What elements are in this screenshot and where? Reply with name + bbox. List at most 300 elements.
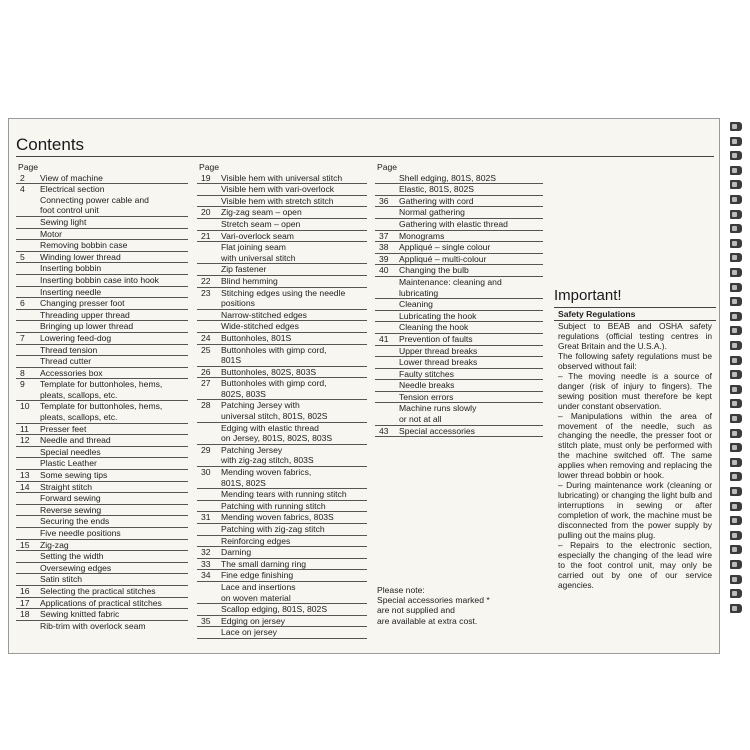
- contents-entry: Buttonholes, 801S: [221, 332, 292, 343]
- contents-entry: Rib-trim with overlock seam: [40, 620, 146, 631]
- contents-row: [16, 195, 188, 206]
- contents-entry: Some sewing tips: [40, 470, 108, 481]
- contents-entry: The small darning ring: [221, 558, 307, 569]
- contents-entry: Flat joining seam: [221, 242, 286, 253]
- page-number: [16, 458, 40, 469]
- contents-row: [375, 219, 543, 231]
- contents-row: [16, 333, 188, 345]
- contents-entry: Straight stitch: [40, 481, 93, 492]
- contents-entry: Edging with elastic thread: [221, 422, 319, 433]
- contents-entry: Visible hem with stretch stitch: [221, 195, 334, 206]
- binding-ring: [730, 531, 742, 540]
- binding-ring: [730, 399, 742, 408]
- contents-row: [197, 288, 367, 299]
- note-line: are not supplied and: [377, 605, 455, 616]
- contents-entry: Narrow-stitched edges: [221, 309, 307, 320]
- contents-row: [16, 551, 188, 563]
- binding-ring: [730, 443, 742, 452]
- page-number: [197, 264, 221, 275]
- contents-row: [197, 310, 367, 322]
- contents-row: [16, 470, 188, 482]
- contents-row: [375, 277, 543, 288]
- page-number: [197, 184, 221, 195]
- binding-ring: [730, 429, 742, 438]
- contents-row: [16, 275, 188, 287]
- contents-row: [375, 173, 543, 185]
- page-number: 2: [20, 172, 25, 183]
- page-number: [197, 501, 221, 512]
- binding-ring: [730, 516, 742, 525]
- contents-entry: Buttonholes, 802S, 803S: [221, 366, 317, 377]
- contents-row: [197, 593, 367, 605]
- contents-entry: Applications of practical stitches: [40, 597, 162, 608]
- binding-ring: [730, 370, 742, 379]
- contents-row: [16, 321, 188, 333]
- page-number: 40: [379, 265, 389, 276]
- page-number: [197, 489, 221, 500]
- contents-row: [16, 345, 188, 357]
- safety-paragraph: The following safety regulations must be observed without fail:: [558, 350, 712, 371]
- binding-ring: [730, 210, 742, 219]
- page-number: 33: [201, 558, 211, 569]
- page-number: [375, 173, 399, 184]
- contents-entry: Stitching edges using the needle: [221, 287, 346, 298]
- contents-entry: Mending woven fabrics, 803S: [221, 512, 334, 523]
- contents-row: [375, 242, 543, 254]
- contents-entry: Upper thread breaks: [399, 345, 478, 356]
- contents-entry: pleats, scallops, etc.: [40, 389, 118, 400]
- page-number: 25: [201, 344, 211, 355]
- contents-row: [197, 184, 367, 196]
- page-column-header: Page: [377, 162, 398, 172]
- contents-row: [16, 540, 188, 552]
- contents-entry: Fine edge finishing: [221, 570, 294, 581]
- page-number: [197, 433, 221, 444]
- page-column-header: Page: [199, 162, 220, 172]
- page-number: 38: [379, 242, 389, 253]
- contents-row: [375, 380, 543, 392]
- contents-entry: Motor: [40, 228, 62, 239]
- note-line: Please note:: [377, 585, 425, 595]
- binding-ring: [730, 137, 742, 146]
- contents-entry: Electrical section: [40, 184, 105, 195]
- contents-row: [197, 604, 367, 616]
- page-number: [16, 229, 40, 240]
- contents-entry: Setting the width: [40, 551, 104, 562]
- contents-row: [16, 229, 188, 241]
- contents-entry: Bringing up lower thread: [40, 321, 134, 332]
- page-number: 20: [201, 207, 211, 218]
- contents-row: [197, 367, 367, 379]
- accessories-note: [377, 585, 537, 626]
- contents-row: [16, 173, 188, 185]
- page-number: 17: [20, 597, 30, 608]
- contents-row: [16, 435, 188, 447]
- page-number: [197, 478, 221, 489]
- contents-entry: Visible hem with vari-overlock: [221, 184, 335, 195]
- binding-ring: [730, 224, 742, 233]
- page-number: 15: [20, 539, 30, 550]
- contents-entry: Gathering with elastic thread: [399, 218, 508, 229]
- contents-entry: Patching with running stitch: [221, 500, 326, 511]
- page-number: [16, 310, 40, 321]
- safety-regulations-body: [554, 321, 716, 592]
- contents-entry: Presser feet: [40, 423, 87, 434]
- page-number: [16, 574, 40, 585]
- contents-row: [16, 563, 188, 575]
- page-number: [16, 412, 40, 423]
- binding-ring: [730, 283, 742, 292]
- contents-entry: Selecting the practical stitches: [40, 585, 156, 596]
- contents-row: [16, 609, 188, 621]
- page-title: Contents: [16, 135, 85, 154]
- page-number: 35: [201, 615, 211, 626]
- page-number: [375, 322, 399, 333]
- page-number: 27: [201, 378, 211, 389]
- contents-entry: Zig-zag seam – open: [221, 207, 302, 218]
- contents-row: [197, 231, 367, 243]
- contents-column-1: [16, 162, 188, 631]
- contents-row: [197, 559, 367, 571]
- contents-entry: Reverse sewing: [40, 504, 102, 515]
- contents-entry: Thread tension: [40, 344, 98, 355]
- spiral-binding: [730, 122, 746, 622]
- binding-ring: [730, 312, 742, 321]
- contents-entry: Cleaning: [399, 299, 433, 310]
- page-number: [16, 563, 40, 574]
- page-number: 34: [201, 570, 211, 581]
- contents-entry: Threading upper thread: [40, 309, 130, 320]
- page-number: [197, 253, 221, 264]
- contents-row: [16, 298, 188, 310]
- page-number: 13: [20, 470, 30, 481]
- contents-row: [16, 390, 188, 402]
- safety-paragraph: – Repairs to the electronic section, especially the changing of the lead wire to the foot control unit, may only be carried out by one of our service agencies.: [558, 539, 712, 590]
- contents-entry: Visible hem with universal stitch: [221, 172, 343, 183]
- contents-row: [375, 426, 543, 438]
- page-number: [16, 240, 40, 251]
- page-number: [197, 242, 221, 253]
- page-number: 21: [201, 230, 211, 241]
- contents-entry: Securing the ends: [40, 516, 110, 527]
- contents-entry: Needle and thread: [40, 435, 111, 446]
- contents-entry: Sewing knitted fabric: [40, 609, 120, 620]
- contents-entry: 802S, 803S: [221, 388, 266, 399]
- binding-ring: [730, 151, 742, 160]
- page-number: [197, 582, 221, 593]
- contents-entry: Lace on jersey: [221, 627, 277, 638]
- contents-row: [375, 392, 543, 404]
- contents-entry: 801S: [221, 355, 242, 366]
- contents-entry: Darning: [221, 547, 252, 558]
- contents-row: [197, 524, 367, 536]
- contents-row: [197, 207, 367, 219]
- contents-row: [197, 196, 367, 208]
- binding-ring: [730, 604, 742, 613]
- contents-entry: Lace and insertions: [221, 581, 296, 592]
- safety-regulations-header: Safety Regulations: [554, 307, 716, 321]
- page-number: [375, 184, 399, 195]
- binding-ring: [730, 253, 742, 262]
- contents-entry: Changing presser foot: [40, 298, 125, 309]
- contents-entry: on woven material: [221, 592, 291, 603]
- contents-entry: Five needle positions: [40, 528, 121, 538]
- page-number: [16, 263, 40, 274]
- page-number: [197, 298, 221, 309]
- page-number: [16, 287, 40, 298]
- page-number: [375, 357, 399, 368]
- page-number: [16, 205, 40, 216]
- contents-entry: Oversewing edges: [40, 562, 112, 573]
- page-number: 30: [201, 467, 211, 478]
- contents-entry: or not at all: [399, 414, 442, 425]
- page-number: [16, 217, 40, 228]
- page-number: [16, 447, 40, 458]
- binding-ring: [730, 356, 742, 365]
- binding-ring: [730, 297, 742, 306]
- contents-entry: Patching Jersey: [221, 444, 283, 455]
- contents-column-2: [197, 162, 367, 639]
- binding-ring: [730, 166, 742, 175]
- contents-row: [375, 357, 543, 369]
- contents-row: [197, 489, 367, 501]
- page-number: 16: [20, 585, 30, 596]
- contents-row: [16, 586, 188, 598]
- binding-ring: [730, 122, 742, 131]
- page-number: [375, 219, 399, 230]
- page-number: 12: [20, 435, 30, 446]
- safety-paragraph: – Manipulations within the area of movement of the needle, such as changing the needle, the presser foot or stitch plate, must only be performed with the machine switched off. The same applies when removing and replacing the lower thread bobbin or hook.: [558, 410, 712, 481]
- contents-row: [375, 184, 543, 196]
- contents-entry: Gathering with cord: [399, 195, 474, 206]
- contents-row: [197, 321, 367, 333]
- page-number: [375, 403, 399, 414]
- contents-row: [197, 389, 367, 401]
- top-rule: [16, 156, 714, 157]
- page-number: 14: [20, 481, 30, 492]
- page-number: [16, 195, 40, 206]
- contents-entry: Reinforcing edges: [221, 535, 291, 546]
- contents-entry: Appliqué – single colour: [399, 242, 491, 253]
- contents-row: [16, 424, 188, 436]
- contents-entry: Satin stitch: [40, 574, 83, 585]
- binding-ring: [730, 560, 742, 569]
- binding-ring: [730, 458, 742, 467]
- contents-row: [16, 447, 188, 459]
- binding-ring: [730, 239, 742, 248]
- contents-row: [16, 598, 188, 610]
- safety-paragraph: – The moving needle is a source of danger (risk of injury to fingers). The sewing position must therefore be kept under constant observation.: [558, 370, 712, 411]
- contents-entry: Special needles: [40, 446, 101, 457]
- contents-row: [197, 333, 367, 345]
- page-number: [375, 369, 399, 380]
- contents-row: [375, 322, 543, 334]
- contents-row: [197, 445, 367, 456]
- contents-entry: Patching with zig-zag stitch: [221, 524, 325, 534]
- binding-ring: [730, 545, 742, 554]
- contents-entry: Mending woven fabrics,: [221, 467, 312, 478]
- contents-row: [197, 253, 367, 265]
- page-number: [197, 423, 221, 434]
- binding-ring: [730, 414, 742, 423]
- contents-entry: Winding lower thread: [40, 251, 121, 262]
- contents-row: [197, 501, 367, 513]
- contents-row: [197, 378, 367, 389]
- page-column-header: Page: [18, 162, 39, 172]
- contents-entry: Plastic Leather: [40, 458, 97, 469]
- contents-entry: with zig-zag stitch, 803S: [221, 455, 314, 466]
- contents-column-3: [375, 162, 543, 437]
- contents-row: [16, 310, 188, 322]
- contents-entry: Lowering feed-dog: [40, 332, 112, 343]
- note-line: are available at extra cost.: [377, 615, 478, 626]
- page-number: [16, 275, 40, 286]
- contents-entry: Wide-stitched edges: [221, 321, 299, 332]
- contents-entry: Removing bobbin case: [40, 240, 128, 251]
- contents-row: [16, 458, 188, 470]
- page-number: [197, 321, 221, 332]
- contents-row: [16, 528, 188, 540]
- contents-entry: Mending tears with running stitch: [221, 489, 347, 500]
- binding-ring: [730, 268, 742, 277]
- contents-entry: Maintenance: cleaning and: [399, 276, 502, 287]
- contents-entry: Vari-overlock seam: [221, 230, 294, 241]
- contents-row: [375, 265, 543, 277]
- page-number: 28: [201, 400, 211, 411]
- contents-entry: pleats, scallops, etc.: [40, 412, 118, 423]
- page-number: [16, 356, 40, 367]
- page-number: [16, 516, 40, 527]
- contents-entry: Zip fastener: [221, 264, 267, 275]
- page-number: [16, 505, 40, 516]
- contents-row: [197, 298, 367, 310]
- page-number: 11: [20, 423, 29, 434]
- contents-row: [16, 412, 188, 424]
- page-number: 7: [20, 332, 25, 343]
- contents-entry: Machine runs slowly: [399, 403, 477, 414]
- page-number: 39: [379, 253, 389, 264]
- contents-row: [16, 263, 188, 275]
- page-number: 22: [201, 275, 211, 286]
- page-number: 18: [20, 609, 30, 620]
- contents-row: [375, 299, 543, 311]
- contents-entry: positions: [221, 298, 255, 309]
- contents-row: [16, 621, 188, 632]
- contents-entry: Sewing light: [40, 216, 87, 227]
- binding-ring: [730, 575, 742, 584]
- page-number: [16, 528, 40, 539]
- page-number: [197, 310, 221, 321]
- contents-row: [16, 505, 188, 517]
- contents-row: [197, 355, 367, 367]
- page-number: [375, 299, 399, 310]
- contents-row: [375, 207, 543, 219]
- page-number: 43: [379, 425, 389, 436]
- page-number: [375, 207, 399, 218]
- contents-entry: Buttonholes with gimp cord,: [221, 378, 327, 389]
- contents-row: [197, 219, 367, 231]
- contents-entry: Edging on jersey: [221, 615, 286, 626]
- page-number: [375, 414, 399, 425]
- contents-row: [197, 345, 367, 356]
- page-number: 29: [201, 444, 211, 455]
- contents-row: [197, 423, 367, 434]
- page-number: [197, 627, 221, 638]
- contents-row: [16, 401, 188, 412]
- safety-paragraph: – During maintenance work (cleaning or lubricating) or changing the light bulb and interruptions in sewing or after completion of work, the machine must be disconnected from the power supply by pulling out the mains plug.: [558, 480, 712, 541]
- contents-row: [375, 346, 543, 358]
- contents-row: [197, 455, 367, 467]
- page-number: [16, 321, 40, 332]
- contents-entry: Zig-zag: [40, 539, 69, 550]
- contents-row: [197, 536, 367, 548]
- page-number: 26: [201, 366, 211, 377]
- contents-row: [197, 400, 367, 411]
- contents-entry: Elastic, 801S, 802S: [399, 184, 475, 195]
- page-number: 5: [20, 251, 25, 262]
- contents-row: [375, 414, 543, 426]
- contents-entry: Changing the bulb: [399, 265, 469, 276]
- important-heading: Important!: [554, 287, 622, 304]
- contents-entry: Scallop edging, 801S, 802S: [221, 604, 328, 615]
- page-number: [375, 346, 399, 357]
- contents-entry: Shell edging, 801S, 802S: [399, 172, 496, 183]
- page-number: [16, 390, 40, 401]
- contents-row: [16, 205, 188, 217]
- contents-row: [197, 512, 367, 524]
- contents-entry: Special accessories: [399, 425, 475, 436]
- contents-entry: Inserting needle: [40, 286, 102, 297]
- binding-ring: [730, 195, 742, 204]
- binding-ring: [730, 385, 742, 394]
- contents-entry: Lower thread breaks: [399, 357, 478, 368]
- contents-row: [16, 287, 188, 299]
- contents-entry: 801S, 802S: [221, 477, 266, 488]
- contents-entry: Monograms: [399, 230, 445, 241]
- contents-row: [197, 478, 367, 490]
- binding-ring: [730, 341, 742, 350]
- page-number: [16, 345, 40, 356]
- contents-row: [197, 627, 367, 639]
- contents-entry: Blind hemming: [221, 275, 278, 286]
- contents-entry: Inserting bobbin: [40, 263, 102, 274]
- contents-row: [375, 403, 543, 414]
- safety-regulations-box: [554, 307, 716, 623]
- contents-entry: Connecting power cable and: [40, 194, 149, 205]
- contents-entry: Patching Jersey with: [221, 400, 300, 411]
- page-number: [197, 219, 221, 230]
- contents-entry: Thread cutter: [40, 356, 92, 367]
- contents-row: [197, 433, 367, 445]
- page-number: [375, 392, 399, 403]
- page-number: [197, 389, 221, 400]
- page-number: [197, 524, 221, 535]
- page-number: 32: [201, 547, 211, 558]
- binding-ring: [730, 472, 742, 481]
- binding-ring: [730, 326, 742, 335]
- page-number: 41: [379, 333, 389, 344]
- contents-row: [16, 368, 188, 380]
- contents-row: [197, 242, 367, 253]
- contents-entry: Normal gathering: [399, 207, 465, 218]
- contents-entry: Cleaning the hook: [399, 322, 469, 333]
- contents-row: [197, 570, 367, 582]
- contents-row: [375, 231, 543, 243]
- contents-entry: Faulty stitches: [399, 368, 454, 379]
- page-number: 37: [379, 230, 389, 241]
- contents-entry: Template for buttonholes, hems,: [40, 401, 163, 412]
- contents-entry: universal stitch, 801S, 802S: [221, 411, 328, 422]
